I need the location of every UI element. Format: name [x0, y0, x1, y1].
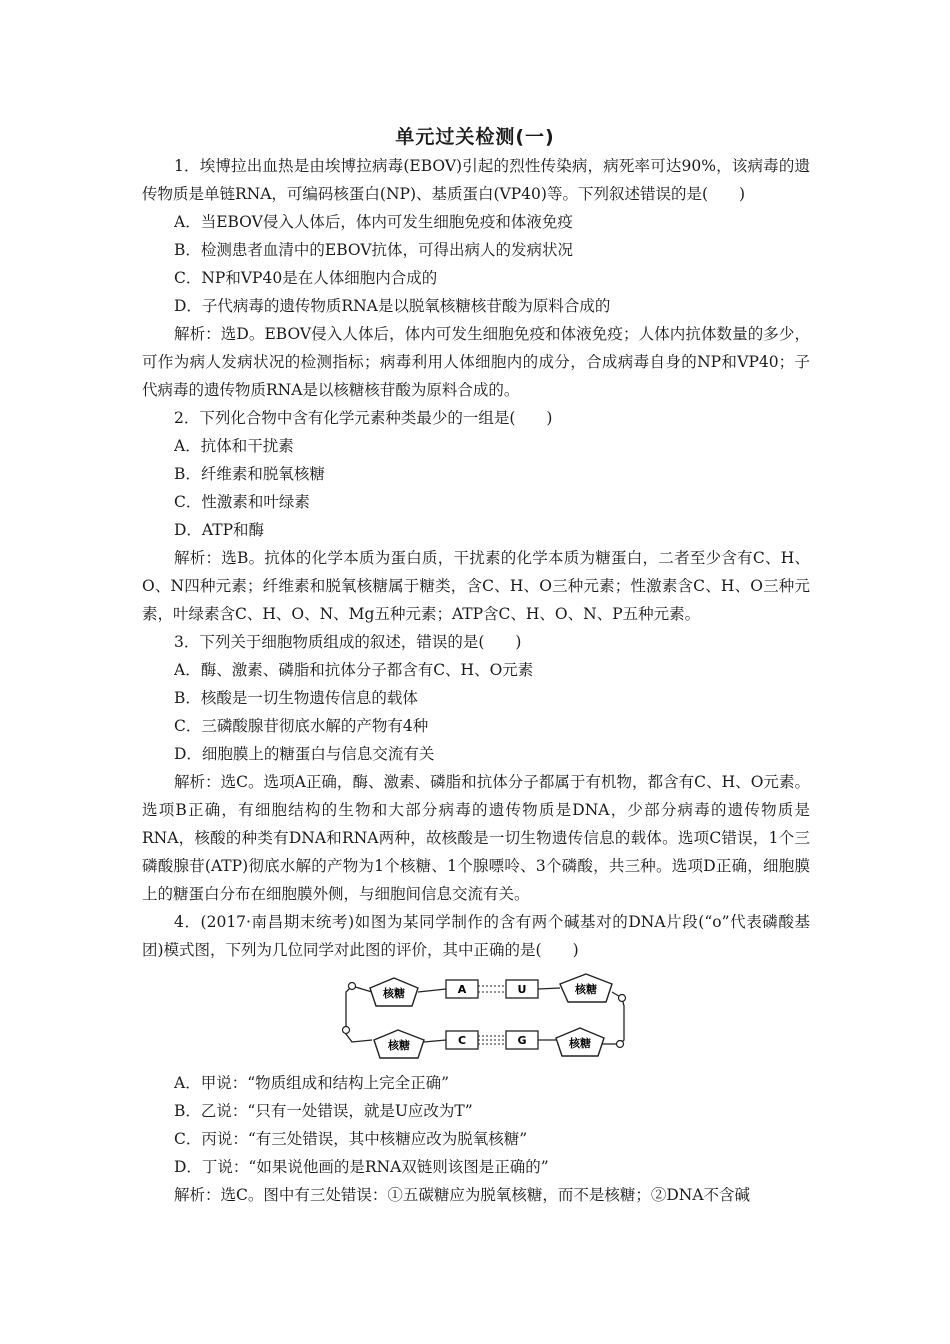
q1-option-b: B．检测患者血清中的EBOV抗体，可得出病人的发病状况 [174, 241, 574, 259]
base-label-c: C [457, 1034, 467, 1047]
q1-option-d: D．子代病毒的遗传物质RNA是以脱氧核糖核苷酸为原料合成的 [174, 297, 611, 315]
q4-stem: 4．(2017·南昌期末统考)如图为某同学制作的含有两个碱基对的DNA片段(“o”代表磷酸基团)模式图，下列为几位同学对此图的评价，其中正确的是( ) [142, 913, 810, 959]
base-label-g: G [517, 1034, 527, 1047]
q2-option-a: A．抗体和干扰素 [174, 437, 294, 455]
q4-analysis: 解析：选C。图中有三处错误：①五碳糖应为脱氧核糖，而不是核糖；②DNA不含碱 [174, 1186, 751, 1204]
q4-option-b: B．乙说：“只有一处错误，就是U应改为T” [174, 1102, 473, 1120]
q1-option-c: C．NP和VP40是在人体细胞内合成的 [174, 269, 438, 287]
q4-option-c: C．丙说：“有三处错误，其中核糖应改为脱氧核糖” [174, 1130, 528, 1148]
base-label-u: U [517, 983, 527, 996]
q3-option-a: A．酶、激素、磷脂和抗体分子都含有C、H、O元素 [174, 661, 534, 679]
top-right-connector [538, 988, 560, 989]
page-title: 单元过关检测(一) [395, 126, 555, 148]
q2-option-d: D．ATP和酶 [174, 521, 265, 539]
q1-analysis: 解析：选D。EBOV侵入人体后，体内可发生细胞免疫和体液免疫；人体内抗体数量的多少，可作为病人发病状况的检测指标；病毒利用人体细胞内的成分，合成病毒自身的NP和VP40；子代病毒的遗传物质RNA是以核糖核苷酸为原料合成的。 [142, 325, 810, 399]
phosphate-circle [343, 1027, 350, 1034]
top-left-connector [418, 989, 446, 992]
q4-option-d: D．丁说：“如果说他画的是RNA双链则该图是正确的” [174, 1158, 549, 1176]
document-body [142, 152, 810, 1209]
q3-stem: 3．下列关于细胞物质组成的叙述，错误的是( ) [174, 633, 522, 651]
sugar-label-top-left: 核糖 [383, 987, 405, 1000]
q4-option-a: A．甲说：“物质组成和结构上完全正确” [174, 1074, 450, 1092]
dna-diagram-svg [342, 972, 642, 1064]
left-backbone-line [346, 986, 372, 1042]
bottom-left-connector [424, 1040, 446, 1042]
q3-option-c: C．三磷酸腺苷彻底水解的产物有4种 [174, 717, 429, 735]
q1-stem: 1．埃博拉出血热是由埃博拉病毒(EBOV)引起的烈性传染病，病死率可达90%，该病毒的遗传物质是单链RNA，可编码核蛋白(NP)、基质蛋白(VP40)等。下列叙述错误的是( ) [142, 157, 810, 203]
phosphate-circle [617, 1041, 624, 1048]
q2-option-c: C．性激素和叶绿素 [174, 493, 310, 511]
q2-stem: 2．下列化合物中含有化学元素种类最少的一组是( ) [174, 409, 553, 427]
q2-option-b: B．纤维素和脱氧核糖 [174, 465, 325, 483]
q3-option-d: D．细胞膜上的糖蛋白与信息交流有关 [174, 745, 435, 763]
base-label-a: A [457, 983, 467, 996]
phosphate-circle [619, 995, 626, 1002]
q2-analysis: 解析：选B。抗体的化学本质为蛋白质，干扰素的化学本质为糖蛋白，二者至少含有C、H、O、N四种元素；纤维素和脱氧核糖属于糖类，含C、H、O三种元素；性激素含C、H、O三种元素，叶绿素含C、H、O、N、Mg五种元素；ATP含C、H、O、N、P五种元素。 [142, 549, 810, 623]
q1-option-a: A．当EBOV侵入人体后，体内可发生细胞免疫和体液免疫 [174, 213, 573, 231]
dna-fragment-diagram [142, 964, 810, 1069]
sugar-label-bottom-left: 核糖 [388, 1039, 410, 1052]
q3-analysis: 解析：选C。选项A正确，酶、激素、磷脂和抗体分子都属于有机物，都含有C、H、O元素。选项B正确，有细胞结构的生物和大部分病毒的遗传物质是DNA，少部分病毒的遗传物质是RNA，核酸的种类有DNA和RNA两种，故核酸是一切生物遗传信息的载体。选项C错误，1个三磷酸腺苷(ATP)彻底水解的产物为1个核糖、1个腺嘌呤、3个磷酸，共三种。选项D正确，细胞膜上的糖蛋白分布在细胞膜外侧，与细胞间信息交流有关。 [142, 773, 810, 903]
q3-option-b: B．核酸是一切生物遗传信息的载体 [174, 689, 418, 707]
sugar-label-top-right: 核糖 [575, 983, 597, 996]
phosphate-circle [349, 983, 356, 990]
sugar-label-bottom-right: 核糖 [569, 1037, 591, 1050]
